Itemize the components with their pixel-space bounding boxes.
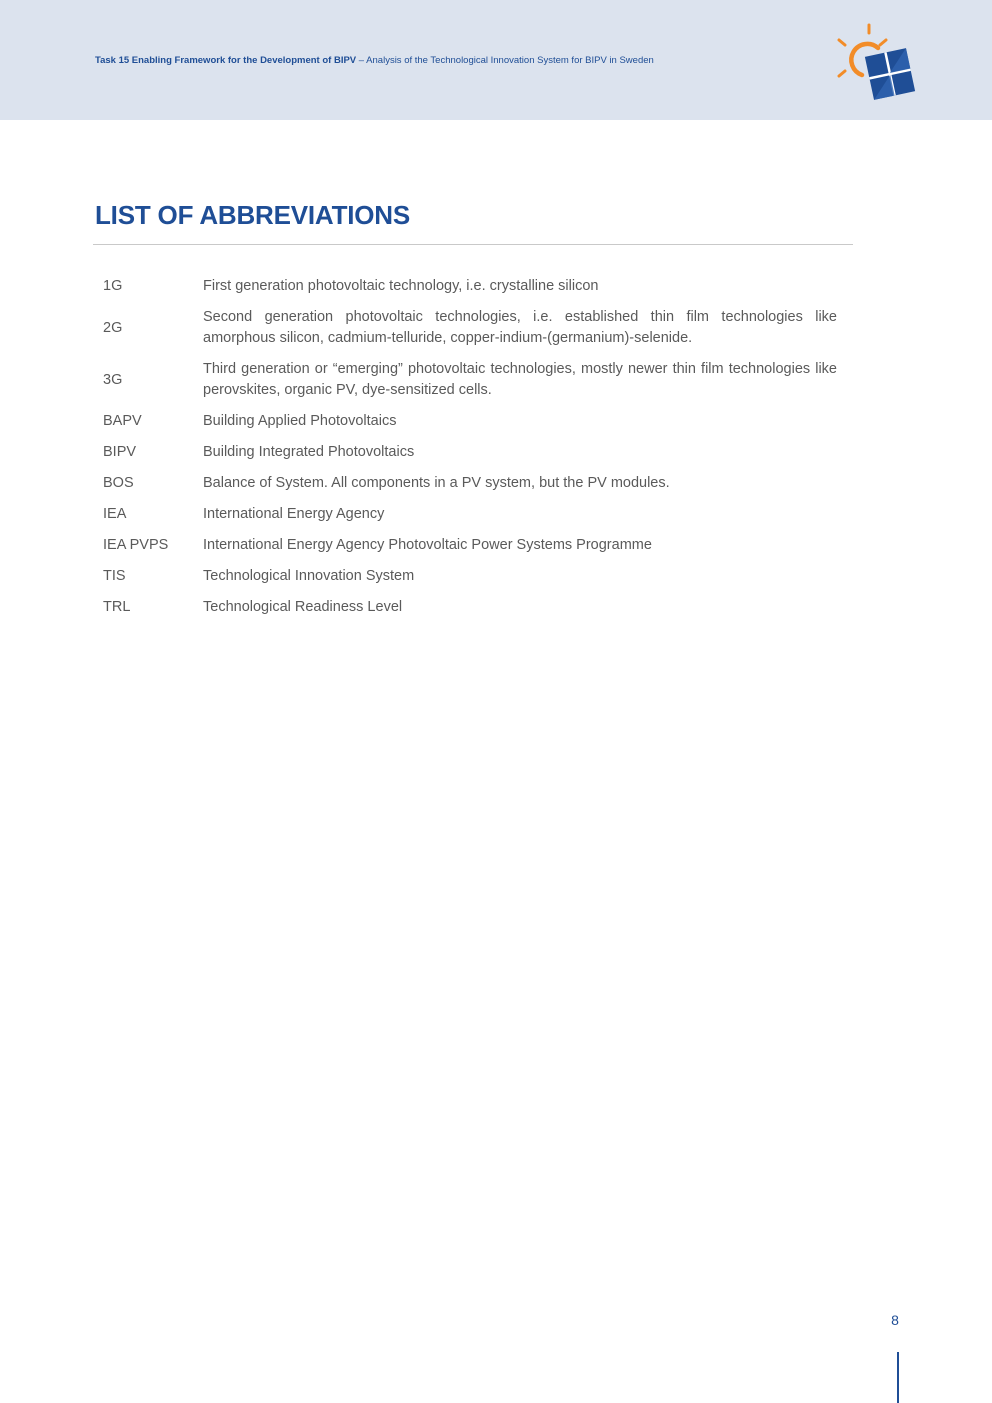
abbreviation-term: 2G [103,319,123,336]
abbreviation-row [95,406,845,437]
abbreviation-row [95,561,845,592]
header-task-label: Task 15 Enabling Framework for the Development of BIPV [95,55,357,66]
page-number: 8 [891,1312,899,1328]
abbreviation-row [95,530,845,561]
page-number-bar [897,1352,899,1403]
abbreviation-term: IEA [103,506,127,522]
abbreviation-row [95,354,845,406]
abbreviation-definition: International Energy Agency Photovoltaic Power Systems Programme [203,537,652,553]
page-title: LIST OF ABBREVIATIONS [95,200,411,230]
page-header [0,0,992,120]
sun-solar-panel-icon [832,22,922,102]
abbreviation-definition: Building Integrated Photovoltaics [203,444,415,460]
abbreviation-definition: Third generation or “emerging” photovoltaic technologies, mostly newer thin film technologies like perovskites, organic PV, dye-sensitized cells. [203,361,837,398]
abbreviation-term: BAPV [103,413,142,429]
abbreviation-term: TIS [103,568,126,584]
abbreviation-term: BOS [103,475,134,491]
abbreviation-row [95,437,845,468]
header-subtitle: – Analysis of the Technological Innovation System for BIPV in Sweden [356,55,654,66]
title-divider [93,244,853,245]
abbreviation-definition: Technological Innovation System [203,568,415,584]
abbreviations-table [95,271,845,623]
header-title [95,55,654,66]
abbreviation-row [95,302,845,354]
abbreviation-row [95,592,845,623]
abbreviation-definition: Building Applied Photovoltaics [203,413,397,429]
abbreviation-definition: International Energy Agency [203,506,385,522]
abbreviation-term: 1G [103,278,123,294]
abbreviation-definition: Technological Readiness Level [203,599,403,615]
abbreviation-definition: Balance of System. All components in a PV system, but the PV modules. [203,475,670,491]
abbreviation-term: IEA PVPS [103,537,169,553]
abbreviation-term: TRL [103,599,131,615]
abbreviation-row [95,499,845,530]
abbreviation-definition: First generation photovoltaic technology, i.e. crystalline silicon [203,278,599,294]
abbreviation-row [95,271,845,302]
abbreviation-definition: Second generation photovoltaic technologies, i.e. established thin film technologies like amorphous silicon, cadmium-telluride, copper-indium-(germanium)-selenide. [203,309,837,346]
abbreviation-row [95,468,845,499]
abbreviation-term: BIPV [103,444,137,460]
abbreviation-term: 3G [103,371,123,388]
